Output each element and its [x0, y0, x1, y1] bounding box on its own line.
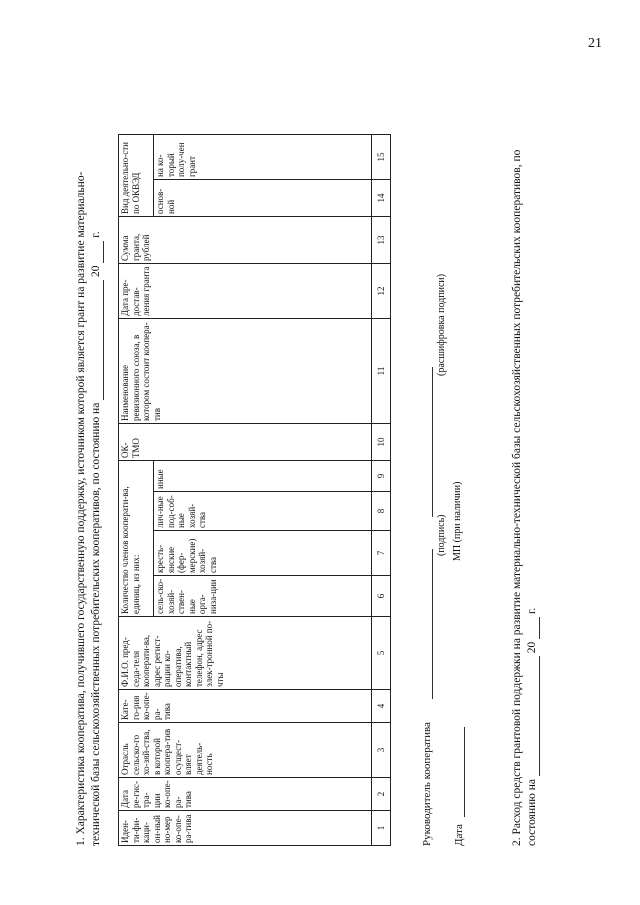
col-number: 13 [372, 217, 391, 264]
header-registration-date: Дата ре-гис-тра-ции ко-опе-ра-тива [119, 778, 372, 811]
col-number: 4 [372, 690, 391, 723]
header-id-number: Иден-ти-фи-каци-он-ный но-мер ко-опе-ра-тива [119, 811, 372, 846]
cooperative-table [118, 134, 391, 846]
col-number: 8 [372, 492, 391, 531]
col-number: 1 [372, 811, 391, 846]
date-line [452, 727, 465, 817]
col-number: 3 [372, 723, 391, 778]
decode-caption: (расшифровка подписи) [436, 273, 447, 376]
col-number: 2 [372, 778, 391, 811]
heading-year-line [91, 241, 104, 263]
signature-line [420, 549, 433, 699]
heading-date-end: г. [90, 231, 102, 238]
header-other: иные [154, 461, 372, 492]
col-number: 11 [372, 319, 391, 424]
decode-line [420, 367, 433, 517]
header-agri-orgs: сель-ско-хозяй-ствен-ные орга-низа-ции [154, 576, 372, 617]
head-signature-row [420, 367, 433, 846]
header-audit-union: Наименование ревизионного союза, в котором состоит коопера-тив [119, 319, 372, 424]
header-personal-plots: лич-ные под-соб-ные хозяй-ства [154, 492, 372, 531]
section-2-heading [510, 126, 540, 846]
col-number: 12 [372, 264, 391, 319]
header-industry: Отрасль сельско-го хо-зяй-ства, в которой коопера-тив осущест-вляет деятель-ность [119, 723, 372, 778]
date-label: Дата [453, 824, 465, 846]
heading-text: 1. Характеристика кооператива, получившего государственную поддержку, источником которой является грант на развитие материально-технической базы сельскохозяйственных потребительских кооперативов, по состоянию на [75, 171, 102, 846]
col-number: 5 [372, 617, 391, 690]
head-label: Руководитель кооператива [421, 722, 433, 846]
header-farms: кресть-янские (фер-мерские) хозяй-ства [154, 531, 372, 576]
rotated-content [60, 100, 580, 860]
col-number: 14 [372, 180, 391, 217]
para2-year-line [527, 617, 540, 639]
table-column-numbers [372, 135, 391, 846]
para2-date-year: 20 [526, 641, 538, 654]
heading-date-line [91, 280, 104, 400]
header-oktmo: ОК-ТМО [119, 424, 372, 461]
header-okved-grant: на ко-торый полу-чен грант [154, 135, 372, 180]
section-heading [74, 146, 104, 846]
header-okved-main: основ-ной [154, 180, 372, 217]
page-number: 21 [588, 36, 602, 51]
heading-date-year: 20 [90, 265, 102, 277]
col-number: 7 [372, 531, 391, 576]
para2-date-end: г. [526, 607, 538, 615]
header-grant-date: Дата пре-достав-ления гранта [119, 264, 372, 319]
col-number: 6 [372, 576, 391, 617]
table-header-row-1 [119, 135, 154, 846]
header-category: Кате-го-рия ко-опе-ра-тива [119, 690, 372, 723]
header-chairman-info: Ф.И.О. пред-седа-теля кооперати-ва, адрес регист-рации ко-оператива, контактный телефон, адрес элек-тронной по-чты [119, 617, 372, 690]
col-number: 10 [372, 424, 391, 461]
signature-caption: (подпись) [436, 514, 447, 556]
header-grant-amount: Сумма гранта, рублей [119, 217, 372, 264]
col-number: 15 [372, 135, 391, 180]
header-members-group: Количество членов кооперати-ва, единиц, из них: [119, 461, 154, 617]
stamp-caption: МП (при наличии) [452, 481, 463, 561]
para2-date-line [527, 656, 540, 776]
col-number: 9 [372, 461, 391, 492]
header-okved-group: Вид деятельно-сти по ОКВЭД [119, 135, 154, 217]
date-row [452, 727, 465, 846]
para2-text: 2. Расход средств грантовой поддержки на развитие материально-технической базы сельскохозяйственных потребительских кооперативов, по состоянию на [511, 149, 538, 846]
